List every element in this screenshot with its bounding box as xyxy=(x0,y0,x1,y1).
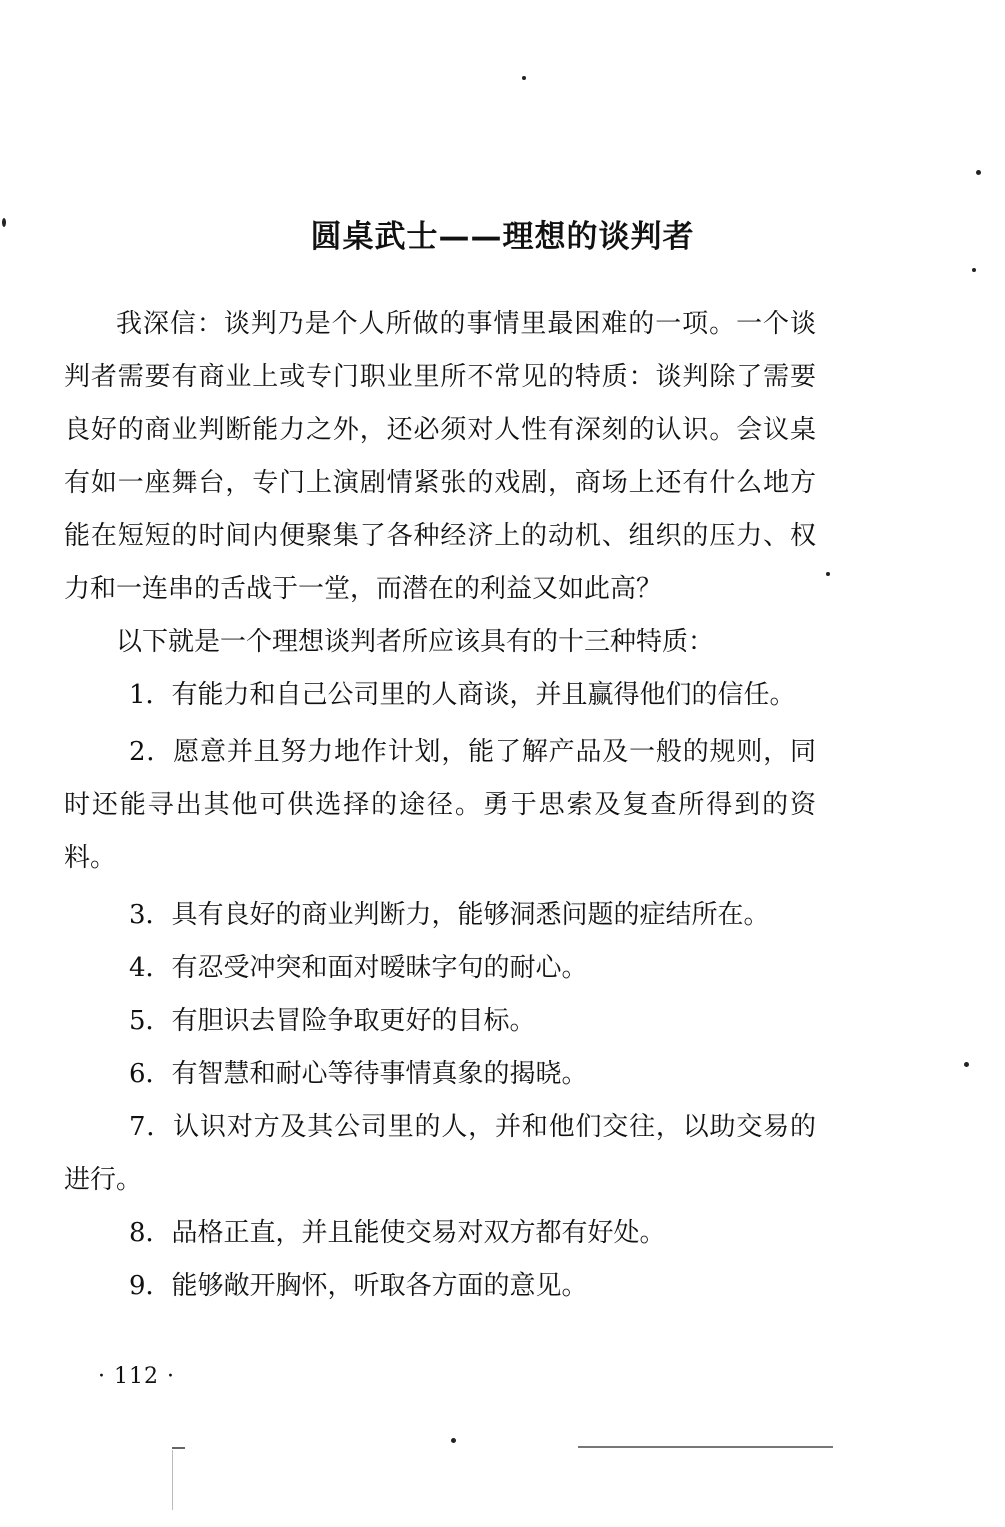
page-number: · 112 · xyxy=(98,1364,175,1389)
trait-item-4: 4．有忍受冲突和面对暧昧字句的耐心。 xyxy=(129,953,588,983)
trait-item-8: 8．品格正直，并且能使交易对双方都有好处。 xyxy=(129,1218,666,1248)
scan-rule xyxy=(578,1446,833,1448)
scan-rule xyxy=(172,1447,185,1449)
trait-item-3: 3．具有良好的商业判断力，能够洞悉问题的症结所在。 xyxy=(129,900,770,930)
scan-speck xyxy=(972,268,976,272)
scan-speck xyxy=(976,170,981,175)
trait-item-9: 9．能够敞开胸怀，听取各方面的意见。 xyxy=(129,1271,588,1301)
trait-item-6: 6．有智慧和耐心等待事情真象的揭晓。 xyxy=(129,1059,588,1089)
trait-item-7: 7．认识对方及其公司里的人，并和他们交往，以助交易的进行。 xyxy=(64,1112,816,1195)
trait-item-1: 1．有能力和自己公司里的人商谈，并且赢得他们的信任。 xyxy=(129,680,796,710)
scan-speck xyxy=(964,1062,969,1067)
list-intro-paragraph: 以下就是一个理想谈判者所应该具有的十三种特质： xyxy=(116,627,715,657)
scan-speck xyxy=(826,572,830,576)
scan-speck xyxy=(2,218,6,227)
intro-paragraph: 我深信：谈判乃是个人所做的事情里最困难的一项。一个谈判者需要有商业上或专门职业里所不常见的特质：谈判除了需要良好的商业判断能力之外，还必须对人性有深刻的认识。会议桌有如一座舞台，专门上演剧情紧张的戏剧，商场上还有什么地方能在短短的时间内便聚集了各种经济上的动机、组织的压力、权力和一连串的舌战于一堂，而潜在的利益又如此高？ xyxy=(64,309,816,604)
scan-speck xyxy=(522,76,526,80)
scan-speck xyxy=(451,1438,456,1443)
body-text xyxy=(64,298,816,1313)
trait-item-2: 2．愿意并且努力地作计划，能了解产品及一般的规则，同时还能寻出其他可供选择的途径。勇于思索及复查所得到的资料。 xyxy=(64,737,816,873)
trait-item-5: 5．有胆识去冒险争取更好的目标。 xyxy=(129,1006,536,1036)
scan-rule xyxy=(172,1450,173,1510)
chapter-title: 圆桌武士——理想的谈判者 xyxy=(310,219,695,255)
